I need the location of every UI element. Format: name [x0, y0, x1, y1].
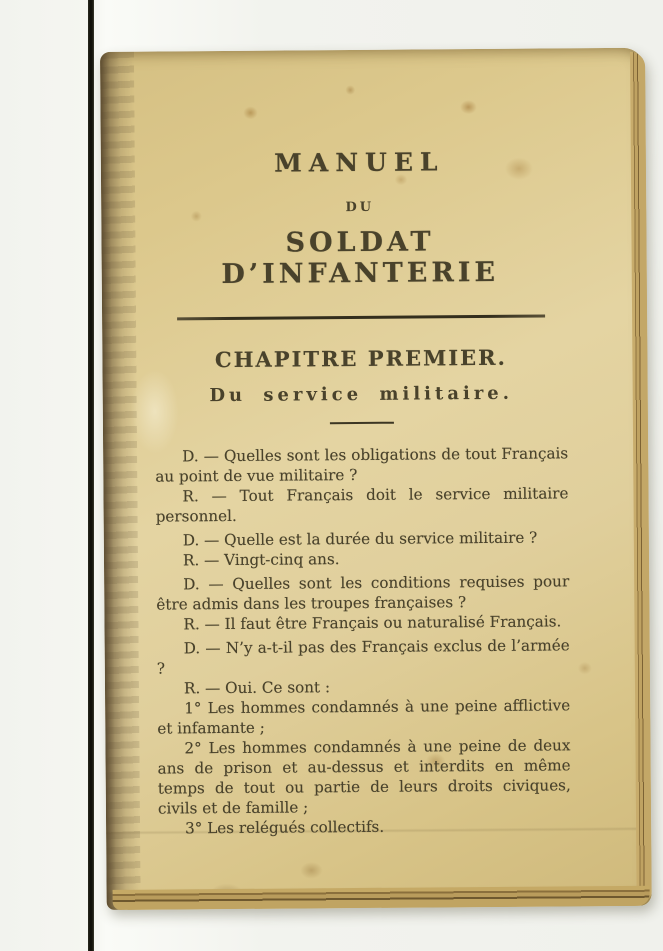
qa-question: D. — Quelles sont les conditions requises pour être admis dans les troupes françaises ? [156, 572, 570, 614]
book-title-line2: DU [345, 199, 375, 216]
title-rule [177, 315, 545, 321]
list-item: 1° Les hommes condamnés à une peine afflictive et infamante ; [157, 696, 571, 738]
qa-question: D. — Quelle est la durée du service militaire ? [182, 528, 538, 550]
chapter-heading: CHAPITRE PREMIER. [214, 344, 507, 373]
qa-question: D. — N’y a-t-il pas des Français exclus de l’armée ? [156, 636, 570, 678]
qa-answer: R. — Oui. Ce sont : [183, 678, 331, 698]
chapter-rule [329, 422, 393, 425]
qa-question: D. — Quelles sont les obligations de tout Français au point de vue militaire ? [155, 444, 569, 486]
chapter-subheading: Du service militaire. [209, 382, 514, 407]
page-spine-worn-edge [100, 52, 141, 910]
page-fore-edge [630, 52, 652, 900]
list-item: 2° Les hommes condamnés à une peine de deux ans de prison et au-dessus et interdits en même temps de tout ou partie de leurs droits civiques, civils et de famille ; [157, 736, 571, 818]
list-item: 3° Les relégués collectifs. [185, 817, 385, 838]
page-content [152, 48, 572, 909]
book-spine-shadow-line [88, 0, 94, 951]
qa-answer: R. — Vingt-cinq ans. [182, 550, 340, 570]
qa-body [155, 443, 571, 838]
book-title-line1: MANUEL [274, 147, 445, 178]
qa-answer: R. — Il faut être Français ou naturalisé Français. [183, 612, 562, 634]
qa-answer: R. — Tout Français doit le service militaire personnel. [155, 484, 569, 526]
book-page [100, 48, 652, 910]
book-title-line3: SOLDAT D’INFANTERIE [221, 226, 500, 291]
